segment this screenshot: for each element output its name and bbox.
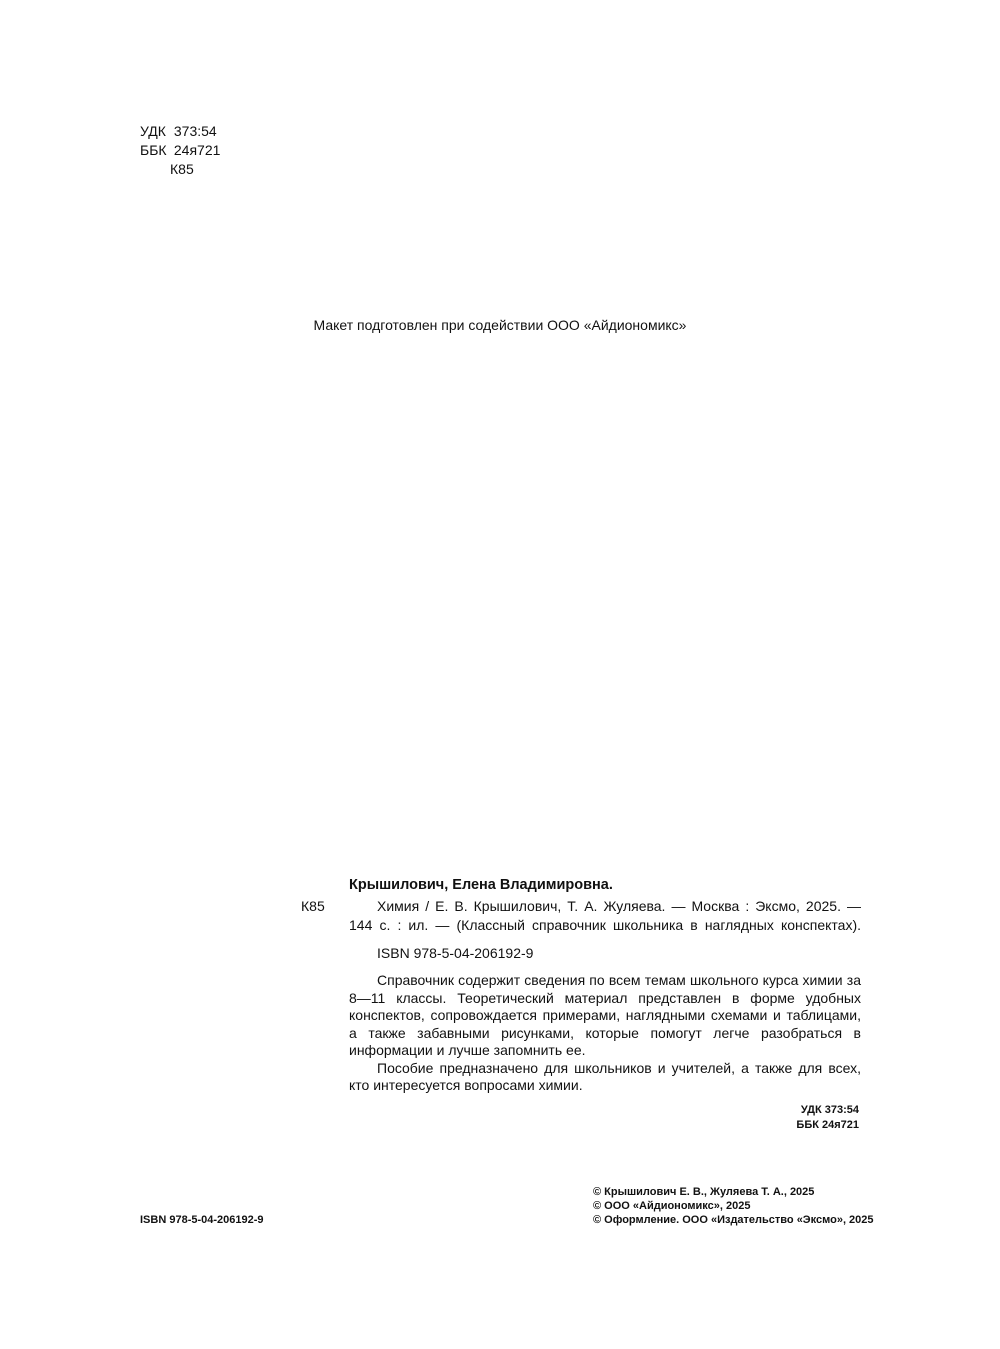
bbk-label: ББК bbox=[140, 142, 167, 158]
copyright-aidionomiks: © ООО «Айдиономикс», 2025 bbox=[593, 1200, 751, 1212]
footer-isbn: ISBN 978-5-04-206192-9 bbox=[140, 1214, 264, 1226]
bbk-value: 24я721 bbox=[173, 142, 221, 158]
annotation-paragraph-2: Пособие предназначено для школьников и учителей, а также для всех, кто интересуется вопросами химии. bbox=[349, 1059, 861, 1093]
record-isbn: ISBN 978-5-04-206192-9 bbox=[377, 945, 534, 961]
copyright-authors: © Крышилович Е. В., Жуляева Т. А., 2025 bbox=[593, 1186, 815, 1198]
classification-block bbox=[140, 122, 220, 179]
bibliographic-description bbox=[349, 897, 861, 935]
record-author-mark: К85 bbox=[301, 898, 325, 914]
bbk-row bbox=[140, 141, 220, 160]
bibliographic-line-2: 144 с. : ил. — (Классный справочник школьника в наглядных конспектах). bbox=[349, 917, 861, 933]
author-mark-row bbox=[140, 160, 220, 179]
classification-bold-block bbox=[700, 1103, 859, 1133]
annotation bbox=[349, 972, 861, 1095]
udk-label: УДК bbox=[140, 123, 166, 139]
udk-row bbox=[140, 122, 220, 141]
bbk-bold: ББК 24я721 bbox=[796, 1119, 859, 1131]
copyright-design: © Оформление. ООО «Издательство «Эксмо», 2025 bbox=[593, 1214, 874, 1226]
prepared-note: Макет подготовлен при содействии ООО «Айдиономикс» bbox=[313, 317, 687, 333]
copyright-block bbox=[593, 1185, 874, 1227]
annotation-paragraph-1: Справочник содержит сведения по всем темам школьного курса химии за 8—11 классы. Теоретический материал представлен в форме удобных конспектов, сопровождается примерами, наглядными схемами и таблицами, а также забавными рисунками, которые помогут легче разобраться в информации и лучше запомнить ее. bbox=[349, 972, 861, 1058]
author-heading: Крышилович, Елена Владимировна. bbox=[349, 877, 613, 893]
udk-value: 373:54 bbox=[173, 123, 217, 139]
udk-bold: УДК 373:54 bbox=[800, 1104, 859, 1116]
bibliographic-line-1: Химия / Е. В. Крышилович, Т. А. Жуляева. — Москва : Эксмо, 2025. — bbox=[377, 898, 861, 914]
author-mark: К85 bbox=[170, 161, 194, 177]
